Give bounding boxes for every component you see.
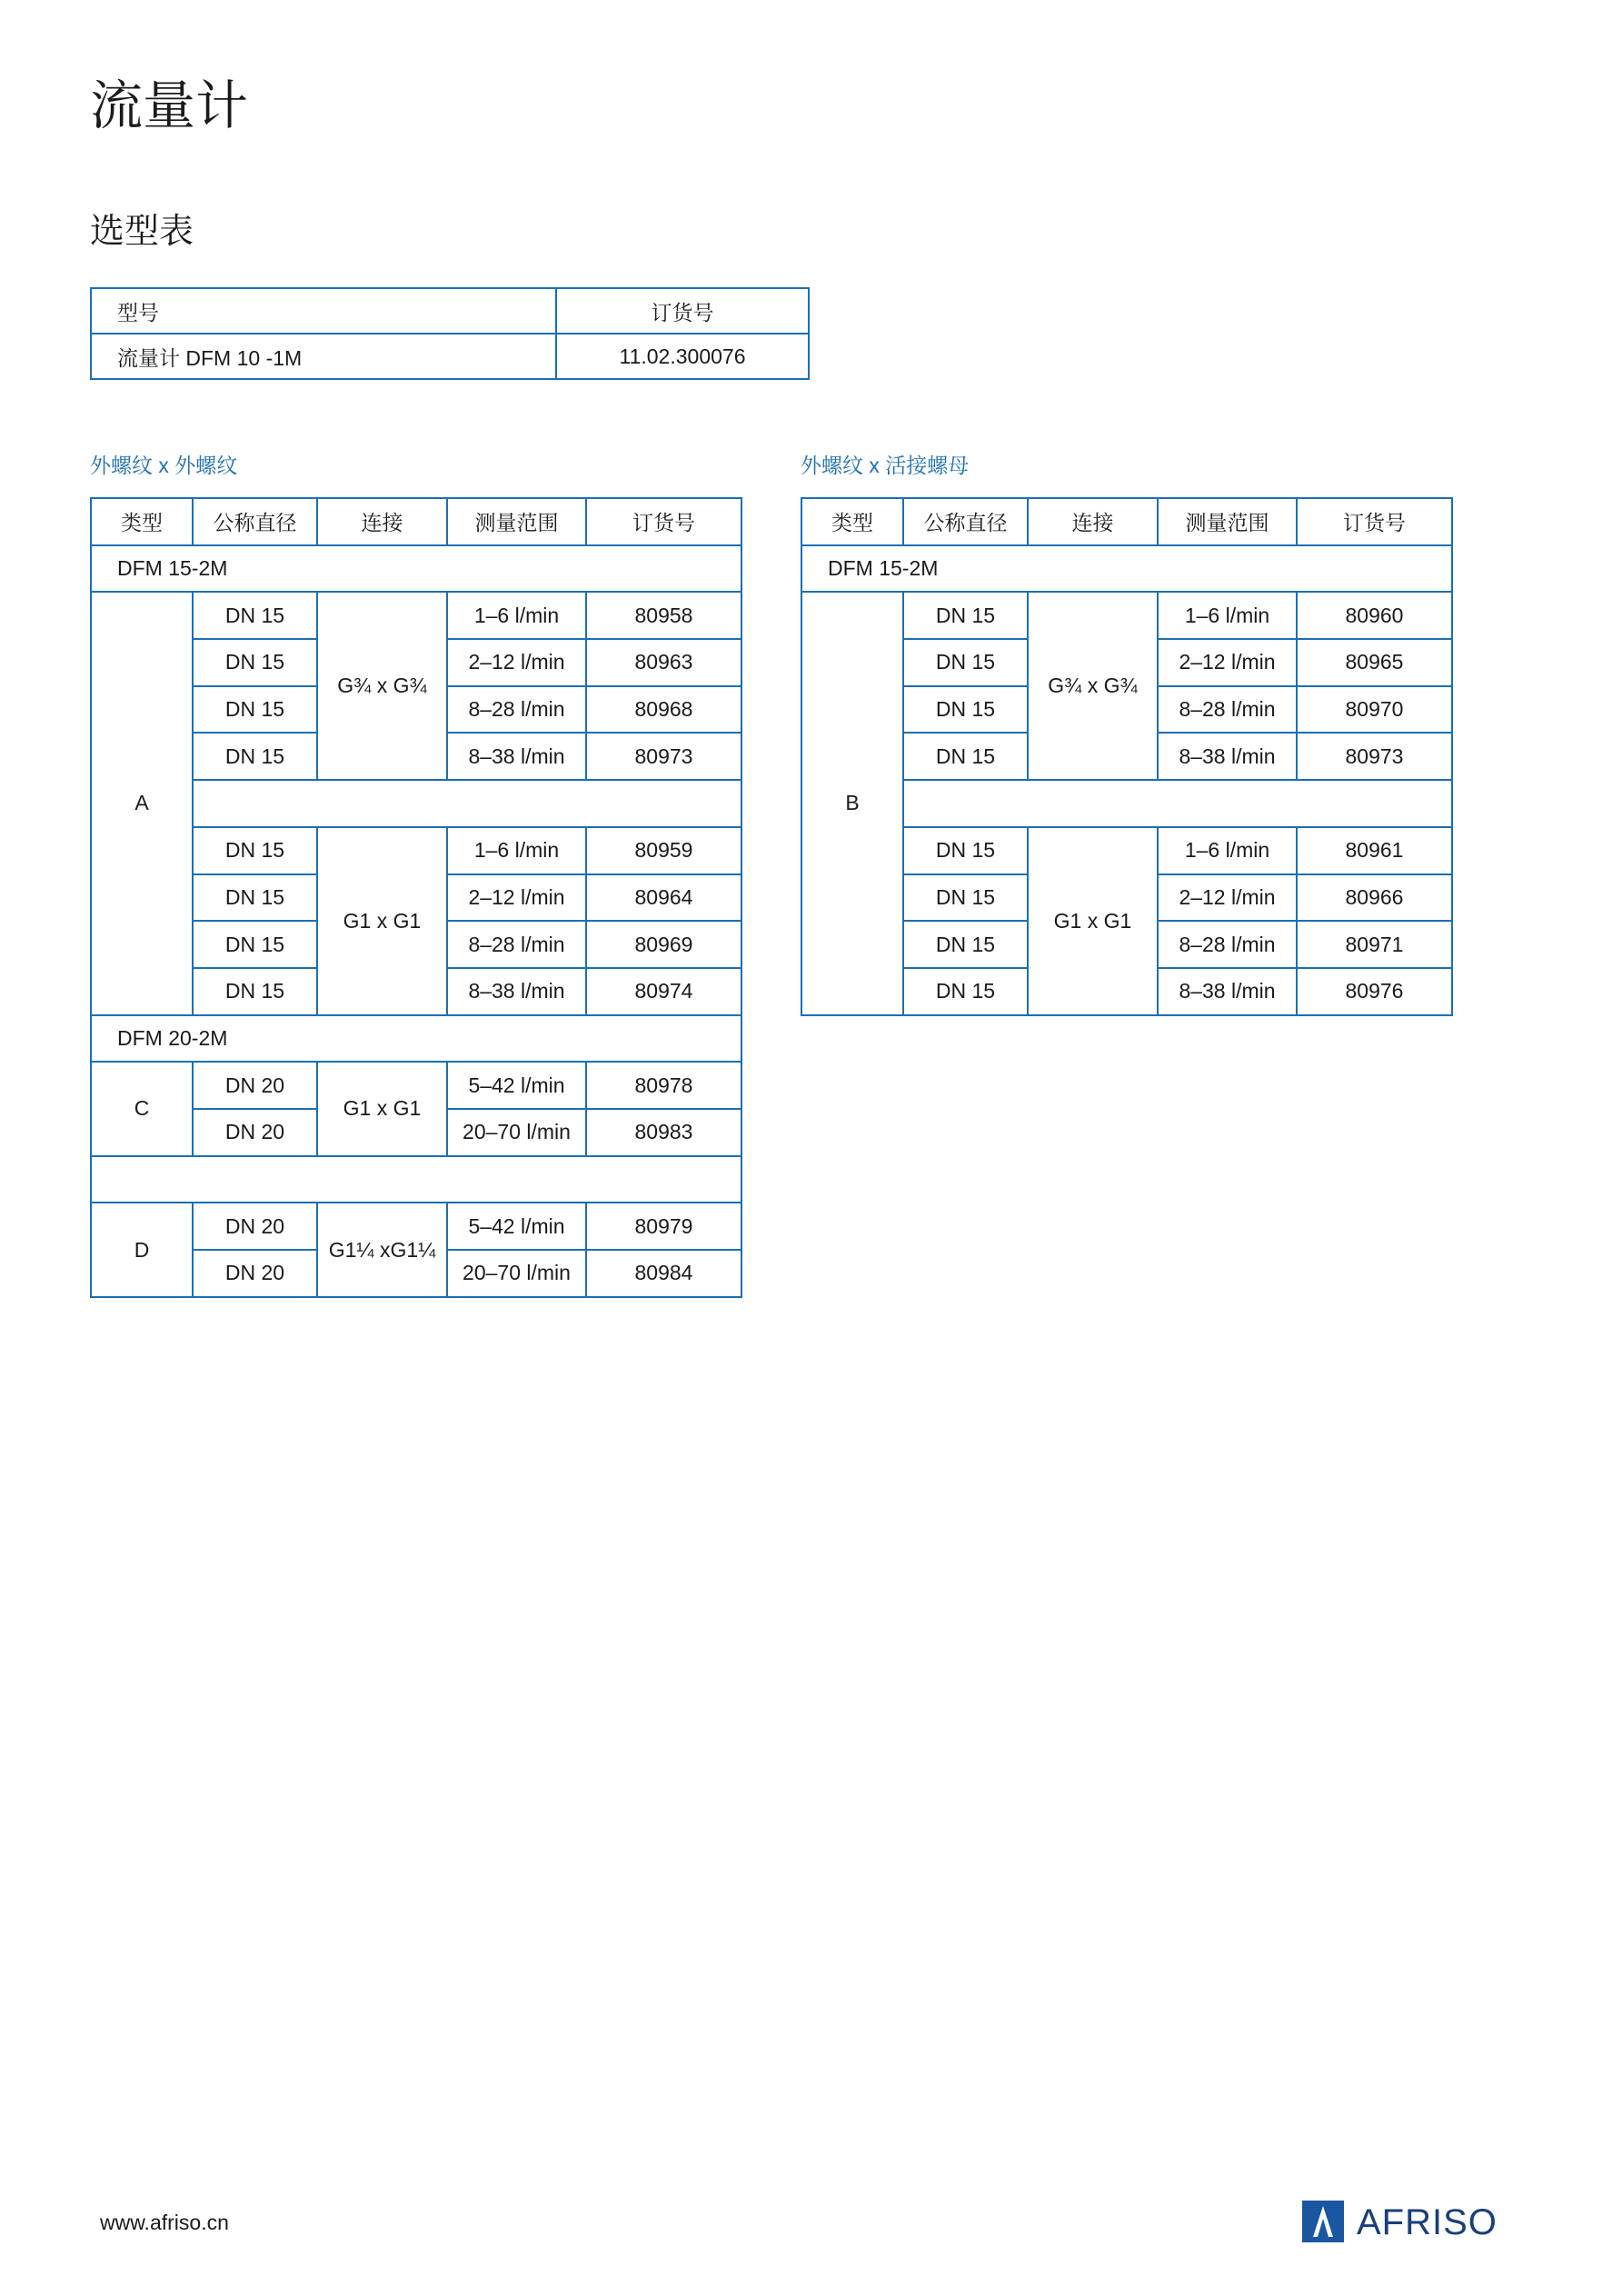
website-link[interactable]: www.afriso.cn bbox=[100, 2211, 229, 2234]
diameter-cell: DN 15 bbox=[193, 921, 317, 968]
header-order-number: 订货号 bbox=[586, 498, 741, 545]
connection-cell: G1 x G1 bbox=[1028, 827, 1158, 1015]
empty-cell bbox=[903, 780, 1452, 827]
order-number-cell: 80958 bbox=[586, 592, 741, 639]
header-model: 型号 bbox=[91, 288, 556, 334]
logo-wordmark: AFRISO bbox=[1357, 2202, 1498, 2242]
order-number-cell: 80964 bbox=[586, 874, 741, 922]
group-row bbox=[91, 545, 741, 593]
diameter-cell: DN 15 bbox=[193, 733, 317, 780]
order-number-cell: 80976 bbox=[1297, 968, 1452, 1015]
diameter-cell: DN 15 bbox=[193, 968, 317, 1015]
table-header-row bbox=[801, 498, 1452, 545]
left-table-subtitle: 外螺纹 x 外螺纹 bbox=[90, 454, 238, 477]
table-row bbox=[801, 592, 1452, 639]
diameter-cell: DN 15 bbox=[903, 686, 1028, 734]
range-cell: 2–12 l/min bbox=[447, 639, 586, 686]
range-cell: 8–28 l/min bbox=[447, 686, 586, 734]
range-cell: 8–28 l/min bbox=[447, 921, 586, 968]
header-order-number: 订货号 bbox=[556, 288, 809, 334]
order-number-cell: 80961 bbox=[1297, 827, 1452, 874]
table-row bbox=[91, 334, 809, 379]
range-cell: 8–38 l/min bbox=[1158, 733, 1297, 780]
range-cell: 8–28 l/min bbox=[1158, 921, 1297, 968]
diameter-cell: DN 15 bbox=[903, 921, 1028, 968]
afriso-logo-icon bbox=[1302, 2201, 1344, 2242]
range-cell: 8–28 l/min bbox=[1158, 686, 1297, 734]
order-number-cell: 80965 bbox=[1297, 639, 1452, 686]
range-cell: 2–12 l/min bbox=[447, 874, 586, 922]
header-type: 类型 bbox=[801, 498, 903, 545]
group-label: DFM 15-2M bbox=[801, 545, 1452, 593]
group-row bbox=[801, 545, 1452, 593]
range-cell: 20–70 l/min bbox=[447, 1250, 586, 1297]
empty-cell bbox=[193, 780, 741, 827]
header-type: 类型 bbox=[91, 498, 193, 545]
order-number-cell: 80984 bbox=[586, 1250, 741, 1297]
group-label: DFM 15-2M bbox=[91, 545, 741, 593]
header-nominal-diameter: 公称直径 bbox=[903, 498, 1028, 545]
range-cell: 1–6 l/min bbox=[1158, 827, 1297, 874]
connection-cell: G1 x G1 bbox=[317, 827, 447, 1015]
order-number-cell: 80978 bbox=[586, 1062, 741, 1109]
range-cell: 8–38 l/min bbox=[447, 733, 586, 780]
group-row bbox=[91, 1015, 741, 1063]
range-cell: 8–38 l/min bbox=[1158, 968, 1297, 1015]
table-row bbox=[91, 1062, 741, 1109]
page-title: 流量计 bbox=[90, 76, 249, 135]
header-connection: 连接 bbox=[1028, 498, 1158, 545]
table-header-row bbox=[91, 288, 809, 334]
diameter-cell: DN 15 bbox=[193, 592, 317, 639]
header-measuring-range: 测量范围 bbox=[1158, 498, 1297, 545]
header-order-number: 订货号 bbox=[1297, 498, 1452, 545]
range-cell: 5–42 l/min bbox=[447, 1062, 586, 1109]
model-cell: 流量计 DFM 10 -1M bbox=[91, 334, 556, 379]
range-cell: 1–6 l/min bbox=[447, 592, 586, 639]
connection-cell: G1 x G1 bbox=[317, 1062, 447, 1155]
header-measuring-range: 测量范围 bbox=[447, 498, 586, 545]
type-cell: A bbox=[91, 592, 193, 1014]
range-cell: 8–38 l/min bbox=[447, 968, 586, 1015]
table-row bbox=[91, 592, 741, 639]
range-cell: 20–70 l/min bbox=[447, 1109, 586, 1156]
range-cell: 2–12 l/min bbox=[1158, 874, 1297, 922]
range-cell: 1–6 l/min bbox=[447, 827, 586, 874]
type-cell: B bbox=[801, 592, 903, 1014]
order-number-cell: 11.02.300076 bbox=[556, 334, 809, 379]
diameter-cell: DN 15 bbox=[903, 827, 1028, 874]
connection-cell: G1¼ xG1¼ bbox=[317, 1203, 447, 1296]
table-header-row bbox=[91, 498, 741, 545]
diameter-cell: DN 15 bbox=[903, 968, 1028, 1015]
range-cell: 5–42 l/min bbox=[447, 1203, 586, 1250]
order-number-cell: 80979 bbox=[586, 1203, 741, 1250]
section-title: 选型表 bbox=[90, 213, 194, 251]
order-number-cell: 80960 bbox=[1297, 592, 1452, 639]
left-selection-table bbox=[90, 497, 742, 1298]
order-number-cell: 80974 bbox=[586, 968, 741, 1015]
afriso-logo bbox=[1302, 2201, 1538, 2244]
empty-cell bbox=[91, 1156, 741, 1203]
diameter-cell: DN 15 bbox=[903, 592, 1028, 639]
order-number-cell: 80973 bbox=[1297, 733, 1452, 780]
range-cell: 2–12 l/min bbox=[1158, 639, 1297, 686]
order-number-cell: 80970 bbox=[1297, 686, 1452, 734]
diameter-cell: DN 20 bbox=[193, 1062, 317, 1109]
diameter-cell: DN 15 bbox=[903, 733, 1028, 780]
order-number-cell: 80971 bbox=[1297, 921, 1452, 968]
order-number-cell: 80969 bbox=[586, 921, 741, 968]
header-connection: 连接 bbox=[317, 498, 447, 545]
group-label: DFM 20-2M bbox=[91, 1015, 741, 1063]
diameter-cell: DN 15 bbox=[193, 874, 317, 922]
connection-cell: G¾ x G¾ bbox=[317, 592, 447, 780]
diameter-cell: DN 15 bbox=[193, 639, 317, 686]
header-nominal-diameter: 公称直径 bbox=[193, 498, 317, 545]
diameter-cell: DN 15 bbox=[193, 827, 317, 874]
order-number-cell: 80966 bbox=[1297, 874, 1452, 922]
type-cell: C bbox=[91, 1062, 193, 1155]
connection-cell: G¾ x G¾ bbox=[1028, 592, 1158, 780]
range-cell: 1–6 l/min bbox=[1158, 592, 1297, 639]
diameter-cell: DN 15 bbox=[193, 686, 317, 734]
diameter-cell: DN 15 bbox=[903, 874, 1028, 922]
diameter-cell: DN 15 bbox=[903, 639, 1028, 686]
model-order-table bbox=[90, 287, 810, 380]
order-number-cell: 80963 bbox=[586, 639, 741, 686]
table-row bbox=[91, 1203, 741, 1250]
right-selection-table bbox=[801, 497, 1453, 1016]
order-number-cell: 80983 bbox=[586, 1109, 741, 1156]
order-number-cell: 80973 bbox=[586, 733, 741, 780]
order-number-cell: 80968 bbox=[586, 686, 741, 734]
diameter-cell: DN 20 bbox=[193, 1250, 317, 1297]
type-cell: D bbox=[91, 1203, 193, 1296]
diameter-cell: DN 20 bbox=[193, 1109, 317, 1156]
spacer-row bbox=[91, 1156, 741, 1203]
diameter-cell: DN 20 bbox=[193, 1203, 317, 1250]
order-number-cell: 80959 bbox=[586, 827, 741, 874]
right-table-subtitle: 外螺纹 x 活接螺母 bbox=[801, 454, 970, 477]
